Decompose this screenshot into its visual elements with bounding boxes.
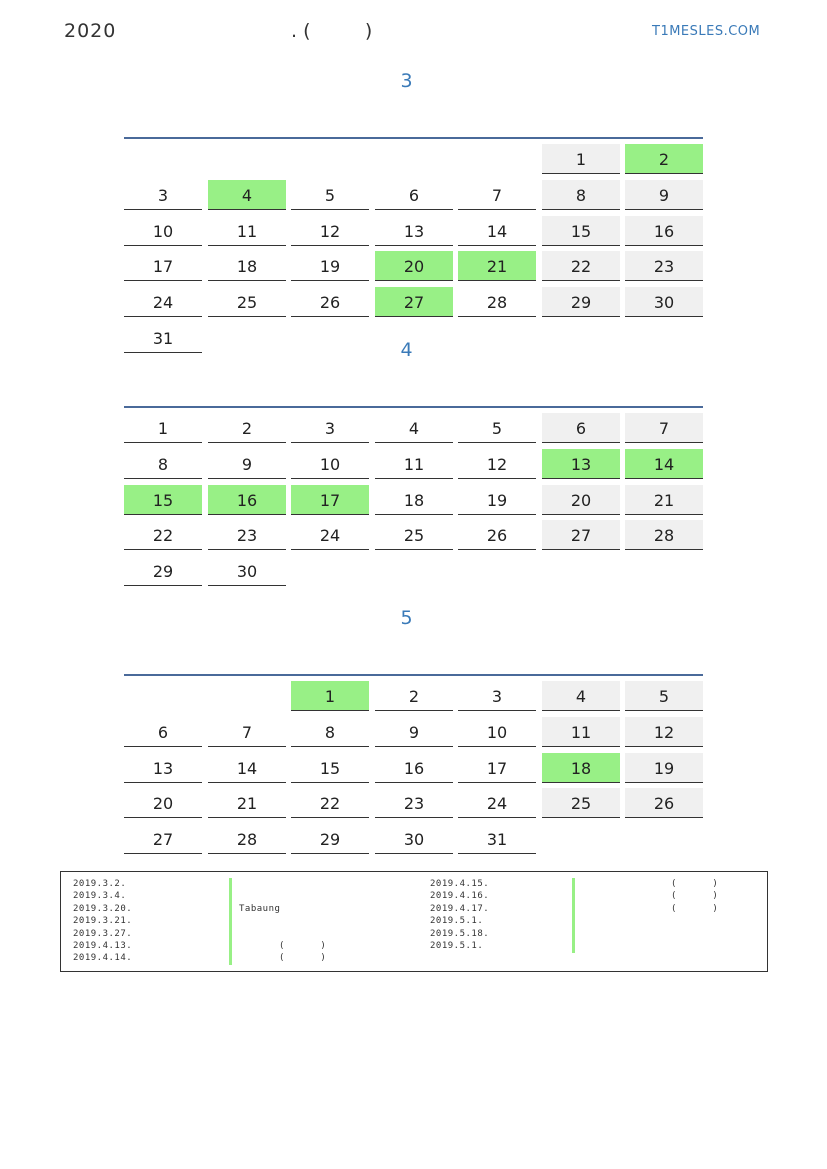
day-cell: 19 [291, 251, 369, 281]
day-cell: 13 [124, 753, 202, 783]
day-cell: 31 [124, 323, 202, 353]
day-cell: 14 [208, 753, 286, 783]
day-cell: 16 [375, 753, 453, 783]
legend-date: 2019.5.18. [430, 928, 490, 939]
day-cell: 21 [625, 485, 703, 515]
legend-row [73, 952, 413, 965]
legend-note: ( ) [279, 953, 327, 964]
legend-row [430, 915, 770, 928]
day-cell: 7 [208, 717, 286, 747]
day-cell: 3 [124, 180, 202, 210]
legend-note: ( ) [279, 941, 327, 951]
day-cell: 1 [542, 144, 620, 174]
month-rule [124, 137, 703, 139]
day-cell: 2 [208, 413, 286, 443]
day-cell: 17 [124, 251, 202, 281]
day-cell: 25 [208, 287, 286, 317]
legend-note: ( ) [671, 891, 719, 902]
day-cell: 31 [458, 824, 536, 854]
legend-row [73, 940, 413, 953]
day-cell: 24 [458, 788, 536, 818]
day-cell: 20 [124, 788, 202, 818]
day-cell: 5 [291, 180, 369, 210]
day-cell: 6 [375, 180, 453, 210]
day-cell: 5 [458, 413, 536, 443]
site-link[interactable]: T1MESLES.COM [652, 24, 761, 39]
legend-row [73, 903, 413, 916]
day-cell: 15 [542, 216, 620, 246]
day-cell: 30 [208, 556, 286, 586]
legend-marker [229, 952, 232, 965]
legend-date: 2019.3.27. [73, 928, 133, 939]
day-cell: 21 [208, 788, 286, 818]
day-cell: 14 [458, 216, 536, 246]
day-cell: 21 [458, 251, 536, 281]
day-cell: 29 [124, 556, 202, 586]
day-cell: 9 [625, 180, 703, 210]
legend-row [430, 903, 770, 916]
header-title: . ( ) [291, 20, 373, 42]
day-cell: 7 [625, 413, 703, 443]
legend-row [73, 915, 413, 928]
legend-row [430, 890, 770, 903]
day-cell: 27 [375, 287, 453, 317]
day-cell: 6 [124, 717, 202, 747]
legend-note: Tabaung [239, 903, 281, 914]
legend-note: ( ) [671, 903, 719, 914]
day-cell: 26 [291, 287, 369, 317]
day-cell: 17 [458, 753, 536, 783]
day-cell: 16 [625, 216, 703, 246]
day-cell: 22 [542, 251, 620, 281]
legend-row [73, 928, 413, 941]
legend-marker [572, 928, 575, 941]
day-cell: 29 [542, 287, 620, 317]
day-cell: 3 [291, 413, 369, 443]
legend-marker [572, 903, 575, 916]
day-cell: 2 [625, 144, 703, 174]
legend-row [73, 878, 413, 891]
day-cell: 10 [124, 216, 202, 246]
day-cell: 3 [458, 681, 536, 711]
day-cell: 27 [542, 520, 620, 550]
day-cell: 11 [208, 216, 286, 246]
legend-marker [229, 928, 232, 941]
day-cell: 25 [375, 520, 453, 550]
legend-date: 2019.3.4. [73, 891, 127, 902]
day-cell: 5 [625, 681, 703, 711]
legend-date: 2019.5.1. [430, 941, 484, 951]
legend-marker [572, 878, 575, 891]
month-rule [124, 674, 703, 676]
legend-row [430, 928, 770, 941]
legend-marker [229, 903, 232, 916]
day-cell: 15 [291, 753, 369, 783]
day-cell: 28 [208, 824, 286, 854]
day-cell: 18 [375, 485, 453, 515]
day-cell: 1 [124, 413, 202, 443]
day-cell: 22 [291, 788, 369, 818]
day-cell: 4 [208, 180, 286, 210]
day-cell: 25 [542, 788, 620, 818]
month-title: 3 [400, 70, 413, 92]
legend-date: 2019.3.21. [73, 916, 133, 927]
day-cell: 18 [542, 753, 620, 783]
day-cell: 28 [458, 287, 536, 317]
legend-row [430, 878, 770, 891]
legend-row [73, 890, 413, 903]
month-title: 4 [400, 339, 413, 361]
day-cell: 16 [208, 485, 286, 515]
day-cell: 30 [625, 287, 703, 317]
day-cell: 22 [124, 520, 202, 550]
legend-date: 2019.5.1. [430, 916, 484, 927]
day-cell: 10 [291, 449, 369, 479]
day-cell: 20 [542, 485, 620, 515]
legend-date: 2019.3.20. [73, 903, 133, 914]
day-cell: 8 [291, 717, 369, 747]
day-cell: 17 [291, 485, 369, 515]
day-cell: 23 [208, 520, 286, 550]
day-cell: 12 [291, 216, 369, 246]
day-cell: 13 [375, 216, 453, 246]
day-cell: 24 [124, 287, 202, 317]
day-cell: 29 [291, 824, 369, 854]
legend-marker [572, 915, 575, 928]
day-cell: 11 [375, 449, 453, 479]
day-cell: 23 [625, 251, 703, 281]
legend-marker [229, 878, 232, 891]
day-cell: 12 [458, 449, 536, 479]
day-cell: 13 [542, 449, 620, 479]
legend-marker [572, 890, 575, 903]
day-cell: 9 [208, 449, 286, 479]
legend-row [430, 940, 770, 953]
day-cell: 4 [375, 413, 453, 443]
day-cell: 30 [375, 824, 453, 854]
day-cell: 10 [458, 717, 536, 747]
legend-date: 2019.4.17. [430, 903, 490, 914]
day-cell: 12 [625, 717, 703, 747]
day-cell: 19 [458, 485, 536, 515]
legend-note: ( ) [671, 879, 719, 889]
month-title: 5 [400, 607, 413, 629]
holiday-legend [60, 871, 768, 972]
legend-date: 2019.4.15. [430, 879, 490, 889]
header-year: 2020 [64, 20, 117, 42]
legend-marker [229, 915, 232, 928]
legend-date: 2019.3.2. [73, 879, 127, 889]
legend-date: 2019.4.13. [73, 941, 133, 951]
day-cell: 28 [625, 520, 703, 550]
day-cell: 14 [625, 449, 703, 479]
day-cell: 4 [542, 681, 620, 711]
day-cell: 20 [375, 251, 453, 281]
day-cell: 15 [124, 485, 202, 515]
day-cell: 2 [375, 681, 453, 711]
day-cell: 1 [291, 681, 369, 711]
day-cell: 8 [542, 180, 620, 210]
legend-date: 2019.4.16. [430, 891, 490, 902]
day-cell: 26 [625, 788, 703, 818]
legend-date: 2019.4.14. [73, 953, 133, 964]
day-cell: 26 [458, 520, 536, 550]
day-cell: 6 [542, 413, 620, 443]
day-cell: 8 [124, 449, 202, 479]
day-cell: 19 [625, 753, 703, 783]
day-cell: 27 [124, 824, 202, 854]
day-cell: 11 [542, 717, 620, 747]
day-cell: 18 [208, 251, 286, 281]
legend-marker [572, 940, 575, 953]
day-cell: 9 [375, 717, 453, 747]
legend-marker [229, 940, 232, 953]
day-cell: 24 [291, 520, 369, 550]
legend-marker [229, 890, 232, 903]
month-rule [124, 406, 703, 408]
day-cell: 23 [375, 788, 453, 818]
day-cell: 7 [458, 180, 536, 210]
